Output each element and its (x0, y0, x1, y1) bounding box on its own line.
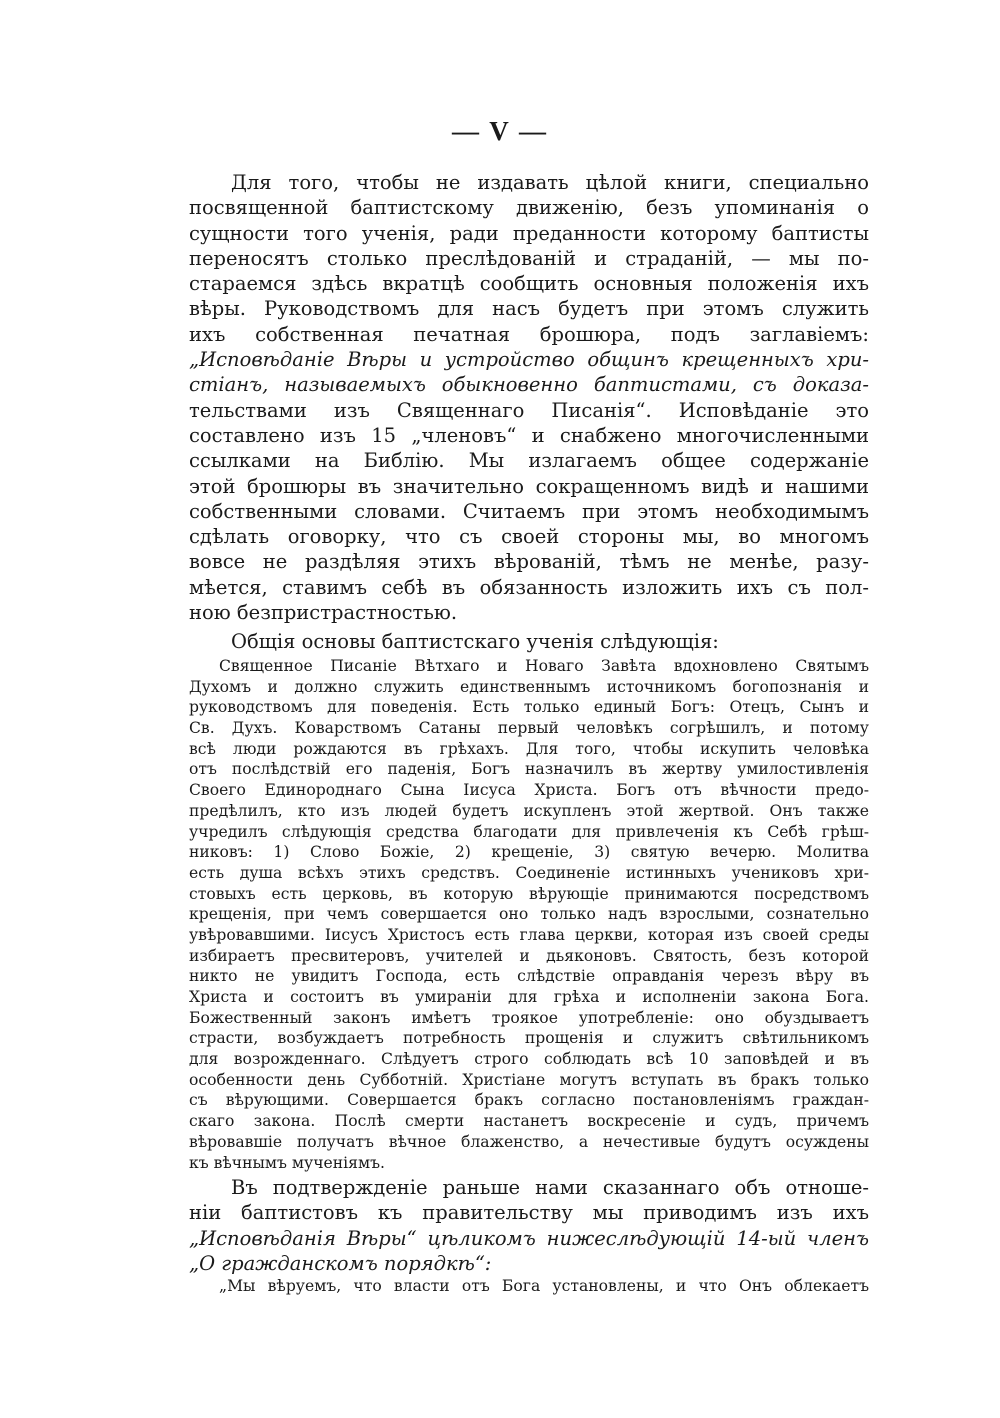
text-line: сущности того ученія, ради преданности которому баптисты (189, 221, 869, 245)
creed-line: скаго закона. Послѣ смерти настанетъ воскресеніе и судъ, причемъ (189, 1112, 869, 1131)
title-italic: „О гражданскомъ порядкѣ“: (189, 1251, 492, 1275)
text-line-italic (189, 1226, 869, 1251)
heading-text: Общія основы баптистскаго ученія слѣдующія: (231, 630, 719, 653)
creed-line: къ вѣчнымъ мученіямъ. (189, 1153, 385, 1172)
creed-line: никто не увидитъ Господа, есть слѣдствіе оправданія черезъ вѣру въ (189, 967, 869, 986)
creed-line: вѣровавшіе получатъ вѣчное блаженство, а нечестивые будутъ осуждены (189, 1132, 869, 1151)
text-line: сдѣлать оговорку, что съ своей стороны мы, во многомъ (189, 525, 869, 549)
title-italic: „Исповѣданіе Вѣры и устройство общинъ крещенныхъ хри- (189, 348, 869, 372)
text-line: этой брошюры въ значительно сокращенномъ видѣ и нашими (189, 474, 869, 498)
text-line: стараемся здѣсь вкратцѣ сообщить основныя положенія ихъ (189, 272, 869, 296)
text-line-italic (189, 372, 869, 397)
text-line: вовсе не раздѣляя этихъ вѣрованій, тѣмъ не менѣе, разу- (189, 550, 869, 574)
creed-line: отъ послѣдствій его паденія, Богъ назначилъ въ жертву умилостивленія (189, 760, 869, 779)
title-italic: „Исповѣданія Вѣры“ цѣликомъ нижеслѣдующій 14-ый членъ (189, 1226, 869, 1250)
creed-line: увѣровавшими. Іисусъ Христосъ есть глава церкви, которая изъ своей среды (189, 925, 869, 944)
quoted-article (189, 1276, 869, 1297)
creed-line: избираетъ пресвитеровъ, учителей и дьяконовъ. Святость, безъ которой (189, 946, 869, 965)
creed-line: крещенія, при чемъ совершается оно только надъ взрослыми, сознательно (189, 905, 869, 924)
creed-line: Священное Писаніе Вѣтхаго и Новаго Завѣта вдохновлено Святымъ (219, 657, 869, 675)
text-line: составлено изъ 15 „членовъ“ и снабжено многочисленными (189, 423, 869, 447)
quote-line: „Мы вѣруемъ, что власти отъ Бога установлены, и что Онъ облекаетъ (219, 1277, 869, 1295)
creed-line: Духомъ и должно служить единственнымъ источникомъ богопознанія и (189, 677, 869, 696)
creed-line: руководствомъ для поведенія. Есть только единый Богъ: Отецъ, Сынъ и (189, 698, 869, 717)
creed-line: Своего Единороднаго Сына Іисуса Христа. Богъ отъ вѣчности предо- (189, 781, 869, 800)
creed-line: Христа и состоитъ въ умираніи для грѣха и исполненіи закона Бога. (189, 988, 869, 1006)
text-line: собственными словами. Считаемъ при этомъ необходимымъ (189, 499, 869, 523)
text-line: ною безпристрастностью. (189, 601, 458, 625)
text-line: тельствами изъ Священнаго Писанія“. Исповѣданіе это (189, 398, 869, 422)
intro-paragraph (189, 170, 869, 625)
text-line-italic (189, 347, 869, 372)
text-line: Для того, чтобы не издавать цѣлой книги, специально (231, 171, 869, 194)
text-line: переносятъ столько преслѣдованій и страданій, — мы по- (189, 246, 869, 270)
creed-line: для возрожденнаго. Слѣдуетъ строго соблюдать всѣ 10 заповѣдей и въ (189, 1050, 869, 1069)
creed-line: съ вѣрующими. Совершается бракъ согласно постановленіямъ граждан- (189, 1091, 869, 1110)
creed-line: стовыхъ есть церковь, въ которую вѣрующіе принимаются посредствомъ (189, 884, 869, 903)
creed-line: особенности день Субботній. Христіане могутъ вступать въ бракъ только (189, 1070, 869, 1089)
page-number: — V — (451, 116, 549, 146)
creed-line: есть душа всѣхъ этихъ средствъ. Соединеніе истинныхъ учениковъ хри- (189, 863, 869, 882)
title-italic: стіанъ, называемыхъ обыкновенно баптистами, съ доказа- (189, 373, 869, 397)
creed-line: Божественный законъ имѣетъ троякое употребленіе: оно обуздываетъ (189, 1008, 869, 1027)
creed-line: учредилъ слѣдующія средства благодати для привлеченія къ Себѣ грѣш- (189, 822, 869, 841)
text-line-italic (189, 1251, 869, 1276)
text-line: Въ подтвержденіе раньше нами сказаннаго объ отноше- (231, 1176, 869, 1199)
text-line: вѣры. Руководствомъ для насъ будетъ при этомъ служить (189, 297, 869, 321)
text-line: посвященной баптистскому движенію, безъ упоминанія о (189, 196, 869, 220)
text-line: ихъ собственная печатная брошюра, подъ заглавіемъ: (189, 322, 869, 346)
text-line: ніи баптистовъ къ правительству мы приводимъ изъ ихъ (189, 1201, 869, 1225)
creed-line: предѣлилъ, кто изъ людей будетъ искупленъ этой жертвой. Онъ также (189, 801, 869, 820)
creed-line: всѣ люди рождаются въ грѣхахъ. Для того, чтобы искупить человѣка (189, 739, 869, 758)
text-line: ссылками на Библію. Мы излагаемъ общее содержаніе (189, 449, 869, 473)
creed-line: страсти, возбуждаетъ потребность прощенія и служитъ свѣтильникомъ (189, 1029, 869, 1048)
text-line: мѣется, ставимъ себѣ въ обязанность изложить ихъ съ пол- (189, 575, 869, 599)
creed-line: никовъ: 1) Слово Божіе, 2) крещеніе, 3) святую вечерю. Молитва (189, 843, 869, 862)
creed-line: Св. Духъ. Коварствомъ Сатаны первый человѣкъ согрѣшилъ, и потому (189, 719, 869, 738)
closing-paragraph (189, 1175, 869, 1276)
section-heading (189, 629, 869, 654)
creed-summary (189, 656, 869, 1173)
